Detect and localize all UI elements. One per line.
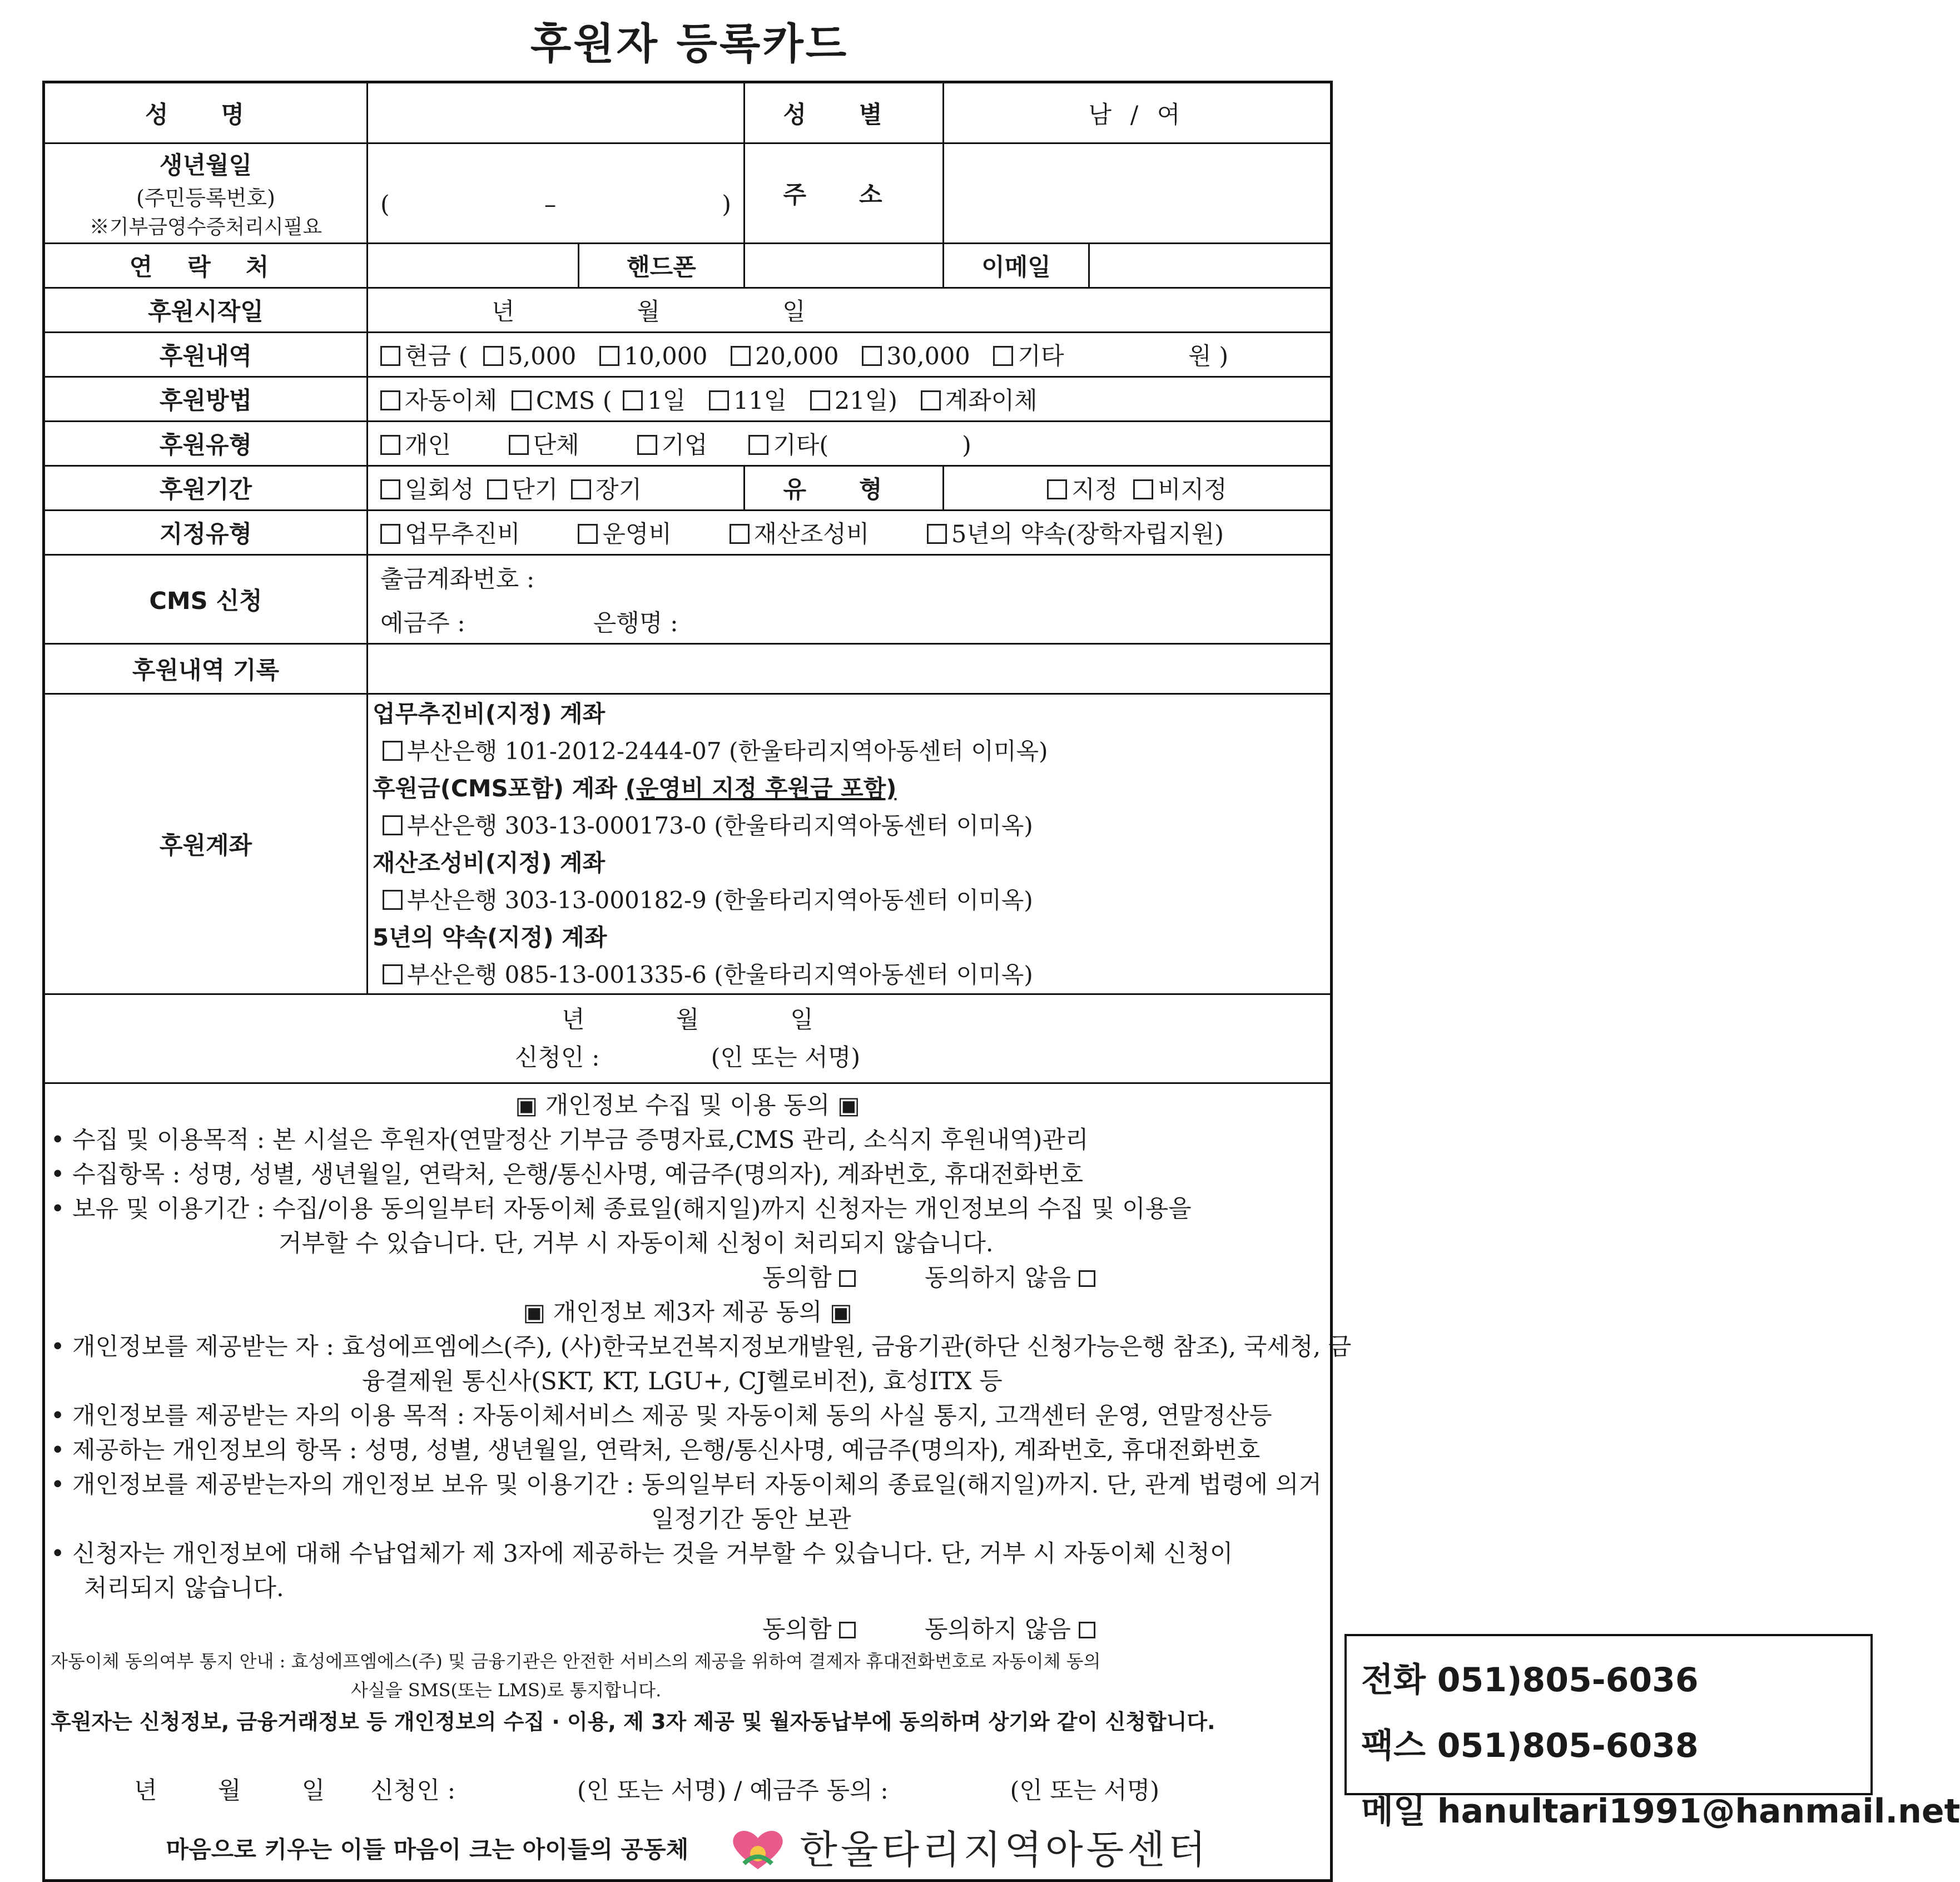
privacy-consent-section: [44, 1083, 1352, 1881]
account3-info: 부산은행 303-13-000182-9 (한울타리지역아동센터 이미옥): [407, 886, 1033, 914]
operating-expense-checkbox[interactable]: [578, 524, 598, 544]
individual-checkbox[interactable]: [380, 435, 400, 455]
business-expense-checkbox[interactable]: [380, 524, 400, 544]
long-term-checkbox[interactable]: [571, 479, 591, 499]
group-checkbox[interactable]: [509, 435, 529, 455]
auto-transfer-checkbox[interactable]: [380, 390, 400, 410]
disagree-checkbox-1[interactable]: [1079, 1270, 1095, 1287]
final-consent-statement: 후원자는 신청정보, 금융거래정보 등 개인정보의 수집 · 이용, 제 3자 제공 및 월자동납부에 동의하며 상기와 같이 신청합니다.: [51, 1710, 1215, 1734]
birth-field[interactable]: ( – ): [368, 143, 745, 244]
amount-label: 후원내역: [44, 333, 368, 377]
donor-type-options: 개인 단체 기업 기타( ): [368, 422, 1332, 466]
designation-label: 지정유형: [44, 511, 368, 555]
third-party-recipients-cont: 융결제원 통신사(SKT, KT, LGU+, CJ헬로비전), 효성ITX 등: [362, 1368, 1003, 1395]
privacy-heading-1: ▣ 개인정보 수집 및 이용 동의 ▣: [515, 1092, 860, 1120]
designated-checkbox[interactable]: [1047, 479, 1067, 499]
third-party-recipients: • 개인정보를 제공받는 자 : 효성에프엠에스(주), (사)한국보건복지정보개발원, 금융기관(하단 신청가능은행 참조), 국세청, 금: [51, 1333, 1352, 1361]
period-options: 일회성 단기 장기: [368, 466, 745, 511]
donor-type-label: 후원유형: [44, 422, 368, 466]
privacy-item-period-cont: 거부할 수 있습니다. 단, 거부 시 자동이체 신청이 처리되지 않습니다.: [279, 1230, 994, 1257]
heart-logo-icon: [727, 1825, 788, 1875]
third-party-refusal: • 신청자는 개인정보에 대해 수납업체가 제 3자에 제공하는 것을 거부할 수 있습니다. 단, 거부 시 자동이체 신청이: [51, 1540, 1233, 1568]
third-party-refusal-cont: 처리되지 않습니다.: [84, 1574, 284, 1602]
email-field[interactable]: [1089, 244, 1332, 288]
signature-date: 년 월 일: [562, 1006, 813, 1034]
final-signature-line[interactable]: 년 월 일 신청인 : (인 또는 서명) / 예금주 동의 : (인 또는 서명): [134, 1777, 1160, 1805]
page-title: 후원자 등록카드: [530, 19, 849, 68]
privacy-item-purpose: • 수집 및 이용목적 : 본 시설은 후원자(연말정산 기부금 증명자료,CMS 관리, 소식지 후원내역)관리: [51, 1126, 1089, 1154]
agree-checkbox-1[interactable]: [839, 1270, 856, 1287]
third-party-purpose: • 개인정보를 제공받는 자의 이용 목적 : 자동이체서비스 제공 및 자동이체 동의 사실 통지, 고객센터 운영, 연말정산등: [51, 1402, 1272, 1430]
account2-checkbox[interactable]: [383, 815, 403, 835]
amount-10000-checkbox[interactable]: [599, 346, 619, 366]
accounts-list: [368, 694, 1332, 994]
cms-checkbox[interactable]: [512, 390, 532, 410]
third-party-fields: • 제공하는 개인정보의 항목 : 성명, 성별, 생년월일, 연락처, 은행/통신사명, 예금주(명의자), 계좌번호, 휴대전화번호: [51, 1437, 1261, 1464]
period-label: 후원기간: [44, 466, 368, 511]
cms-label: CMS 신청: [44, 555, 368, 644]
cash-checkbox[interactable]: [380, 346, 400, 366]
account2-info: 부산은행 303-13-000173-0 (한울타리지역아동센터 이미옥): [407, 811, 1033, 839]
amount-5000-checkbox[interactable]: [483, 346, 503, 366]
cms-day1-checkbox[interactable]: [623, 390, 643, 410]
short-term-checkbox[interactable]: [487, 479, 507, 499]
account1-heading: 업무추진비(지정) 계좌: [373, 700, 606, 727]
birth-label: 생년월일 (주민등록번호) ※기부금영수증처리시필요: [44, 143, 368, 244]
privacy-consent-2: 동의함 동의하지 않음: [51, 1612, 1324, 1647]
contact-phone: 전화 051)805-6036: [1361, 1661, 1699, 1700]
non-designated-checkbox[interactable]: [1133, 479, 1153, 499]
address-field[interactable]: [944, 143, 1332, 244]
amount-options: 현금 ( 5,000 10,000 20,000 30,000 기타 원 ): [368, 333, 1332, 377]
method-options: 자동이체 CMS ( 1일 11일 21일) 계좌이체: [368, 377, 1332, 422]
account4-checkbox[interactable]: [383, 964, 403, 984]
signature-line[interactable]: 신청인 : (인 또는 서명): [514, 1043, 861, 1072]
cms-day21-checkbox[interactable]: [810, 390, 830, 410]
accounts-label: 후원계좌: [44, 694, 368, 994]
cms-day11-checkbox[interactable]: [709, 390, 729, 410]
donor-other-checkbox[interactable]: [748, 435, 768, 455]
sms-notice-cont: 사실을 SMS(또는 LMS)로 통지합니다.: [351, 1680, 662, 1701]
amount-20000-checkbox[interactable]: [731, 346, 751, 366]
gender-label: 성 별: [745, 82, 944, 143]
account1-info: 부산은행 101-2012-2444-07 (한울타리지역아동센터 이미옥): [407, 737, 1048, 765]
start-date-label: 후원시작일: [44, 288, 368, 333]
privacy-heading-2: ▣ 개인정보 제3자 제공 동의 ▣: [523, 1299, 852, 1326]
one-time-checkbox[interactable]: [380, 479, 400, 499]
company-checkbox[interactable]: [637, 435, 657, 455]
amount-other-checkbox[interactable]: [993, 346, 1013, 366]
privacy-consent-1: 동의함 동의하지 않음: [51, 1261, 1324, 1295]
address-label: 주 소: [745, 143, 944, 244]
type-label: 유 형: [745, 466, 944, 511]
contact-fax: 팩스 051)805-6038: [1361, 1726, 1699, 1765]
cms-fields[interactable]: 출금계좌번호 : 예금주 : 은행명 :: [368, 555, 1332, 644]
organization: 한울타리지역아동센터: [727, 1825, 1209, 1875]
registration-form: [42, 81, 1352, 1882]
footer: [51, 1825, 1324, 1875]
contact-email[interactable]: 메일 hanultari1991@hanmail.net: [1361, 1792, 1960, 1831]
name-field[interactable]: [368, 82, 745, 143]
third-party-period: • 개인정보를 제공받는자의 개인정보 보유 및 이용기간 : 동의일부터 자동이체의 종료일(해지일)까지. 단, 관계 법령에 의거: [51, 1471, 1322, 1499]
contact-box: [1344, 1634, 1960, 1831]
slogan: 마음으로 키우는 이들 마음이 크는 아이들의 공동체: [166, 1836, 689, 1863]
mobile-field[interactable]: [745, 244, 944, 288]
signature-section: [44, 994, 1332, 1083]
start-date-field[interactable]: 년 월 일: [368, 288, 1332, 333]
sms-notice: 자동이체 동의여부 통지 안내 : 효성에프엠에스(주) 및 금융기관은 안전한 서비스의 제공을 위하여 결제자 휴대전화번호로 자동이체 동의: [51, 1651, 1101, 1672]
privacy-item-fields: • 수집항목 : 성명, 성별, 생년월일, 연락처, 은행/통신사명, 예금주(명의자), 계좌번호, 휴대전화번호: [51, 1161, 1084, 1188]
account4-info: 부산은행 085-13-001335-6 (한울타리지역아동센터 이미옥): [407, 960, 1033, 988]
asset-building-checkbox[interactable]: [730, 524, 750, 544]
agree-checkbox-2[interactable]: [839, 1622, 856, 1638]
type-options: 지정 비지정: [944, 466, 1332, 511]
account3-heading: 재산조성비(지정) 계좌: [373, 849, 606, 876]
email-label: 이메일: [944, 244, 1089, 288]
account-transfer-checkbox[interactable]: [921, 390, 941, 410]
mobile-label: 핸드폰: [579, 244, 745, 288]
record-label: 후원내역 기록: [44, 644, 368, 694]
name-label: 성 명: [44, 82, 368, 143]
account1-checkbox[interactable]: [383, 741, 403, 761]
account4-heading: 5년의 약속(지정) 계좌: [373, 923, 607, 951]
contact-field[interactable]: [368, 244, 579, 288]
record-field[interactable]: [368, 644, 1332, 694]
privacy-item-period: • 보유 및 이용기간 : 수집/이용 동의일부터 자동이체 종료일(해지일)까지 신청자는 개인정보의 수집 및 이용을: [51, 1195, 1192, 1223]
method-label: 후원방법: [44, 377, 368, 422]
designation-options: 업무추진비 운영비 재산조성비 5년의 약속(장학자립지원): [368, 511, 1332, 555]
five-year-promise-checkbox[interactable]: [927, 524, 947, 544]
contact-label: 연 락 처: [44, 244, 368, 288]
disagree-checkbox-2[interactable]: [1079, 1622, 1095, 1638]
third-party-period-cont: 일정기간 동안 보관: [651, 1505, 851, 1533]
amount-30000-checkbox[interactable]: [862, 346, 882, 366]
gender-field[interactable]: 남 / 여: [944, 82, 1332, 143]
account3-checkbox[interactable]: [383, 890, 403, 910]
account2-heading: 후원금(CMS포함) 계좌 (운영비 지정 후원금 포함): [373, 774, 897, 802]
